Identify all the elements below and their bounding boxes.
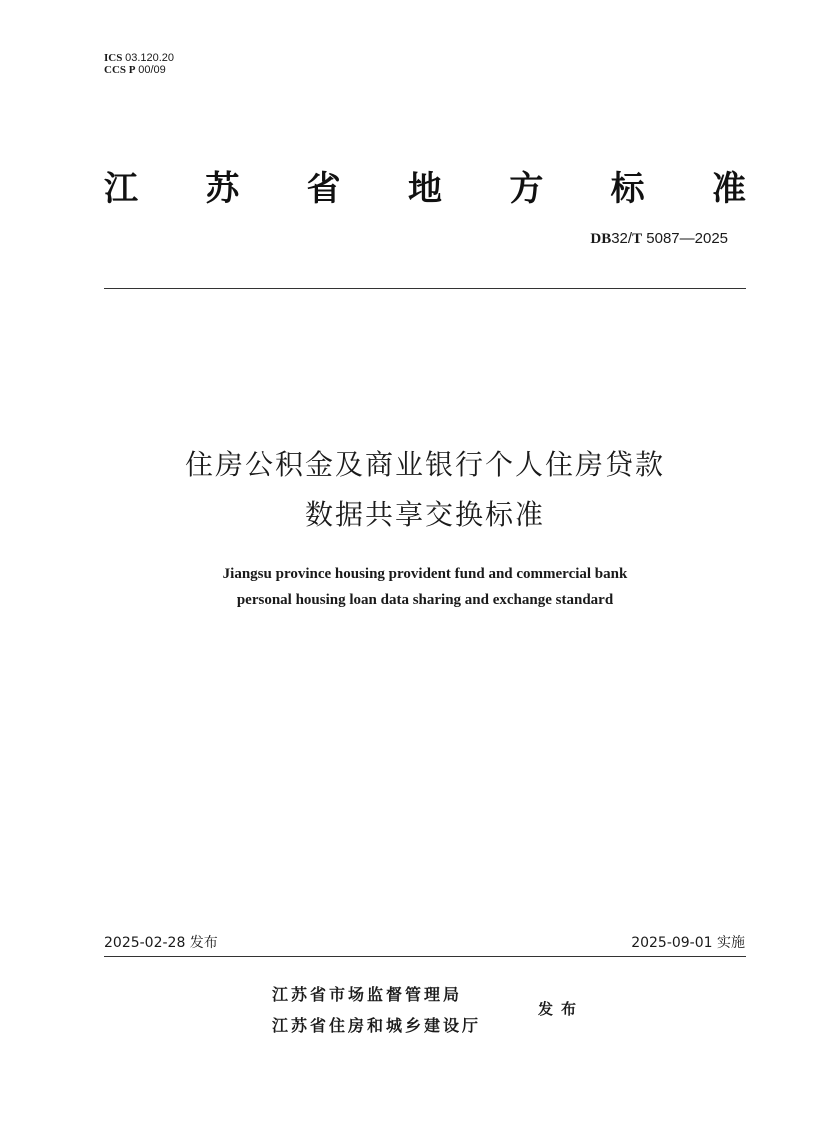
ics-value: 03.120.20: [125, 52, 175, 64]
standard-number: [590, 230, 728, 248]
title-char: 江: [104, 168, 138, 209]
implementation-date: 2025-09-01 实施: [631, 935, 745, 951]
ccs-value: 00/09: [138, 64, 166, 76]
ics-code: [104, 52, 174, 64]
std-province: 32/: [611, 230, 633, 247]
bottom-divider: [104, 956, 746, 957]
english-title-line-2: personal housing loan data sharing and exchange standard: [236, 592, 614, 608]
title-char: 准: [711, 168, 746, 209]
issuer-line-1: 江苏省市场监督管理局: [272, 985, 463, 1004]
chinese-title-line-1: 住房公积金及商业银行个人住房贷款: [184, 448, 665, 481]
ccs-code: [104, 64, 174, 76]
title-char: 地: [407, 168, 442, 209]
std-number-value: 5087—2025: [642, 230, 728, 247]
english-title-line-1: Jiangsu province housing provident fund and commercial bank: [222, 566, 628, 582]
std-prefix: DB: [590, 231, 612, 247]
publish-action: 发布: [538, 1000, 585, 1018]
ccs-label: CCS P: [104, 64, 136, 76]
title-char: 省: [306, 168, 341, 209]
publish-date: 2025-02-28 发布: [104, 935, 218, 951]
classification-codes: [104, 52, 174, 76]
std-type: T: [632, 231, 643, 247]
issuer-line-2: 江苏省住房和城乡建设厅: [272, 1016, 482, 1035]
top-divider: [104, 288, 746, 289]
chinese-title-line-2: 数据共享交换标准: [304, 498, 545, 531]
title-char: 苏: [205, 168, 240, 209]
document-category-title: [104, 160, 746, 210]
title-char: 方: [509, 168, 544, 209]
title-char: 标: [610, 168, 645, 209]
ics-label: ICS: [104, 52, 123, 64]
